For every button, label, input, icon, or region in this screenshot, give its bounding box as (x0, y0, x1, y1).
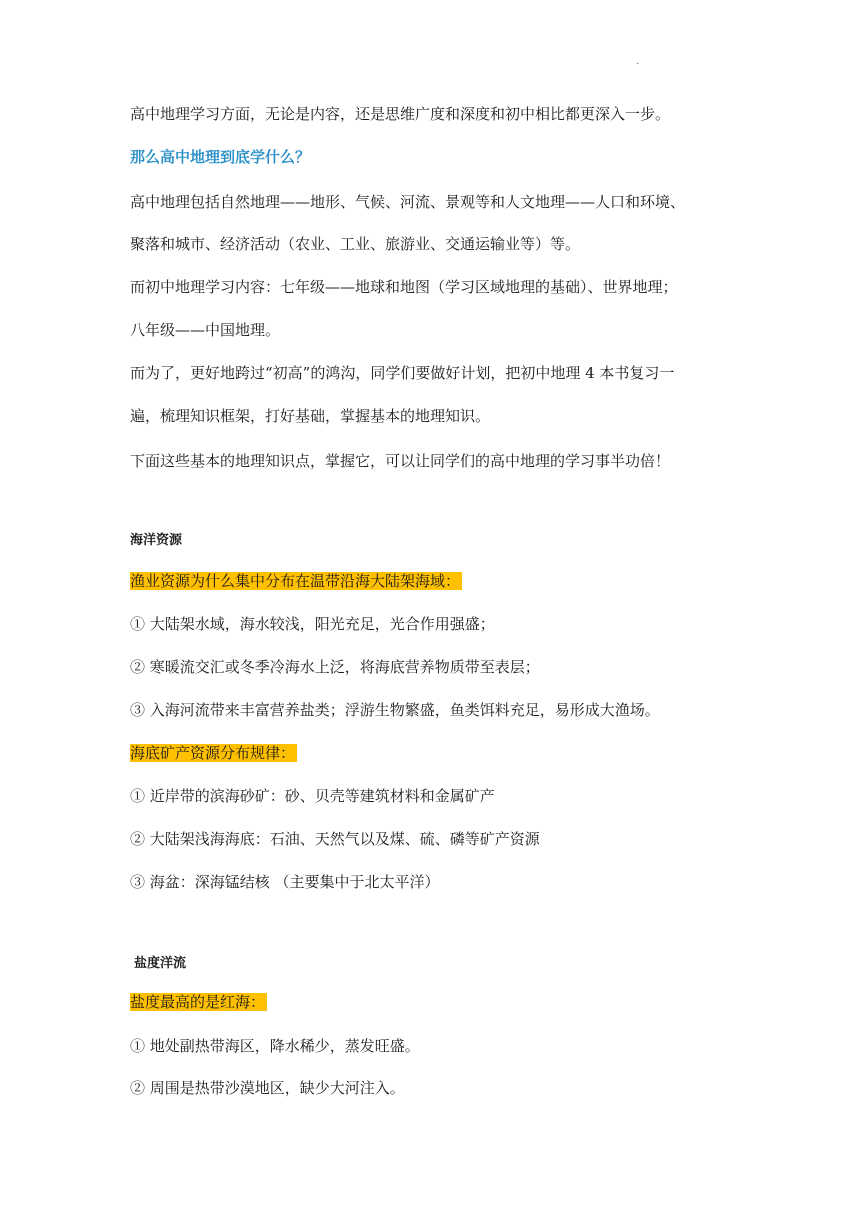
red-sea-item-2: ② 周围是热带沙漠地区，缺少大河注入。 (130, 1079, 405, 1097)
page-marker: · (636, 58, 640, 69)
mineral-heading-highlight: 海底矿产资源分布规律： (130, 744, 296, 762)
fish-item-3: ③ 入海河流带来丰富营养盐类；浮游生物繁盛，鱼类饵料充足，易形成大渔场。 (130, 701, 660, 719)
section-title-salinity: 盐度洋流 (134, 955, 187, 970)
fish-heading-highlight: 渔业资源为什么集中分布在温带沿海大陆架海域： (130, 572, 461, 590)
intro-paragraph-2-line-1: 高中地理包括自然地理——地形、气候、河流、景观等和人文地理——人口和环境、 (130, 193, 686, 211)
intro-paragraph-1: 高中地理学习方面，无论是内容，还是思维广度和深度和初中相比都更深入一步。 (130, 105, 671, 123)
red-sea-heading (130, 992, 267, 1012)
red-sea-heading-highlight: 盐度最高的是红海： (130, 993, 266, 1011)
mineral-item-1: ① 近岸带的滨海砂矿：砂、贝壳等建筑材料和金属矿产 (130, 787, 495, 805)
intro-paragraph-4-line-1: 而为了，更好地跨过“初高”的鸿沟，同学们要做好计划，把初中地理 4 本书复习一 (130, 364, 675, 382)
intro-paragraph-4-line-2: 遍，梳理知识框架，打好基础，掌握基本的地理知识。 (130, 407, 491, 425)
mineral-item-3: ③ 海盆：深海锰结核 （主要集中于北太平洋） (130, 873, 440, 891)
mineral-item-2: ② 大陆架浅海海底：石油、天然气以及煤、硫、磷等矿产资源 (130, 830, 540, 848)
fish-heading (130, 571, 462, 591)
intro-paragraph-2-line-2: 聚落和城市、经济活动（农业、工业、旅游业、交通运输业等）等。 (130, 235, 581, 253)
intro-paragraph-5: 下面这些基本的地理知识点，掌握它，可以让同学们的高中地理的学习事半功倍！ (130, 452, 671, 470)
red-sea-item-1: ① 地处副热带海区，降水稀少，蒸发旺盛。 (130, 1037, 420, 1055)
question-heading: 那么高中地理到底学什么？ (130, 149, 311, 166)
fish-item-1: ① 大陆架水域，海水较浅，阳光充足，光合作用强盛； (130, 615, 495, 633)
fish-item-2: ② 寒暖流交汇或冬季冷海水上泛，将海底营养物质带至表层； (130, 658, 540, 676)
intro-paragraph-3-line-2: 八年级——中国地理。 (130, 321, 281, 339)
section-title-ocean: 海洋资源 (130, 532, 183, 547)
mineral-heading (130, 743, 297, 763)
intro-paragraph-3-line-1: 而初中地理学习内容：七年级——地球和地图（学习区域地理的基础）、世界地理； (130, 278, 678, 296)
